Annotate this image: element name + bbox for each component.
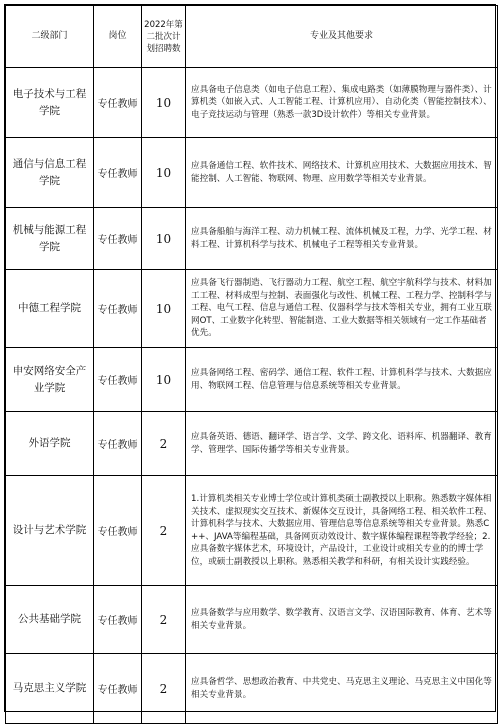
table-row — [6, 138, 498, 208]
dept-cell: 设计与艺术学院 — [6, 476, 94, 586]
table-row — [6, 412, 498, 476]
recruitment-table — [5, 5, 498, 724]
requirements-cell: 应具备电子信息类（如电子信息工程）、集成电路类（如薄膜物理与器件类）、计算机类（如嵌入式、人工智能工程、计算机应用）、自动化类（智能控制技术）、电子竞技运动与管理（熟悉一款3D设计软件）等相关专业背景。 — [186, 68, 498, 138]
header-count — [142, 6, 186, 68]
header-requirements: 专业及其他要求 — [186, 6, 498, 68]
dept-cell: 申安网络安全产业学院 — [6, 348, 94, 412]
post-cell: 专任教师 — [94, 586, 142, 654]
dept-cell: 马克思主义学院 — [6, 654, 94, 724]
table-row — [6, 208, 498, 270]
count-cell: 2 — [142, 412, 186, 476]
requirements-cell: 应具备船舶与海洋工程、动力机械工程、流体机械及工程，力学、光学工程、材料工程、计算机科学与技术、机械电子工程等相关专业背景。 — [186, 208, 498, 270]
dept-cell: 中德工程学院 — [6, 270, 94, 348]
header-post: 岗位 — [94, 6, 142, 68]
header-count-line1: 2022年第 — [144, 19, 183, 30]
requirements-cell: 应具备英语、德语、翻译学、语言学、文学、跨文化、语料库、机器翻译、教育学、管理学、国际传播学等相关专业背景。 — [186, 412, 498, 476]
count-cell: 10 — [142, 208, 186, 270]
count-cell: 2 — [142, 586, 186, 654]
header-row — [6, 6, 498, 68]
requirements-cell: 应具备飞行器制造、飞行器动力工程、航空工程、航空宇航科学与技术、材料加工工程、材料成型与控制、表面强化与改性、机械工程、工程力学、控制科学与工程、电气工程、信息与通信工程、仪器科学与技术等相关专业，拥有工业互联网OT、工业数字化转型、智能制造、工业大数据等相关领域有一定工作基础者优先。 — [186, 270, 498, 348]
post-cell: 专任教师 — [94, 348, 142, 412]
post-cell: 专任教师 — [94, 138, 142, 208]
header-count-line3: 划招聘数 — [146, 43, 181, 54]
dept-cell: 通信与信息工程学院 — [6, 138, 94, 208]
dept-cell: 机械与能源工程学院 — [6, 208, 94, 270]
count-cell: 10 — [142, 348, 186, 412]
requirements-cell: 1.计算机类相关专业博士学位或计算机类硕士副教授以上职称。熟悉数字媒体相关技术、虚拟现实交互技术、新媒体交互设计，具备网络工程、相关软件工程、计算机科学与技术、大数据应用、管理信息等信息系统等相关专业背景。熟悉C++、JAVA等编程基础，具备网页动效设计、数字媒体编程课程等教学经验；2.应具备数字媒体艺术，环境设计，产品设计，工业设计或相关专业的的博士学位，或硕士副教授以上职称。熟悉相关教学和科研，有相关设计实践经验。 — [186, 476, 498, 586]
post-cell: 专任教师 — [94, 68, 142, 138]
requirements-cell: 应具备哲学、思想政治教育、中共党史、马克思主义理论、马克思主义中国化等相关专业背景。 — [186, 654, 498, 724]
post-cell: 专任教师 — [94, 270, 142, 348]
post-cell: 专任教师 — [94, 208, 142, 270]
table-row — [6, 68, 498, 138]
table-row — [6, 586, 498, 654]
post-cell: 专任教师 — [94, 654, 142, 724]
count-cell: 2 — [142, 476, 186, 586]
table-row — [6, 270, 498, 348]
table-row — [6, 654, 498, 724]
recruitment-table-sheet — [4, 4, 496, 712]
post-cell: 专任教师 — [94, 412, 142, 476]
header-count-line2: 二批次计 — [146, 31, 181, 42]
dept-cell: 电子技术与工程学院 — [6, 68, 94, 138]
post-cell: 专任教师 — [94, 476, 142, 586]
dept-cell: 公共基础学院 — [6, 586, 94, 654]
requirements-cell: 应具备数学与应用数学、数学教育、汉语言文学、汉语国际教育、体育、艺术等相关专业背景。 — [186, 586, 498, 654]
header-dept: 二级部门 — [6, 6, 94, 68]
table-row — [6, 476, 498, 586]
count-cell: 2 — [142, 654, 186, 724]
requirements-cell: 应具备网络工程、密码学、通信工程、软件工程、计算机科学与技术、大数据应用、物联网工程、信息管理与信息系统等相关专业背景。 — [186, 348, 498, 412]
requirements-cell: 应具备通信工程、软件技术、网络技术、计算机应用技术、大数据应用技术、智能控制、人工智能、物联网、物理、应用数学等相关专业背景。 — [186, 138, 498, 208]
count-cell: 10 — [142, 68, 186, 138]
dept-cell: 外语学院 — [6, 412, 94, 476]
count-cell: 10 — [142, 270, 186, 348]
count-cell: 10 — [142, 138, 186, 208]
table-row — [6, 348, 498, 412]
